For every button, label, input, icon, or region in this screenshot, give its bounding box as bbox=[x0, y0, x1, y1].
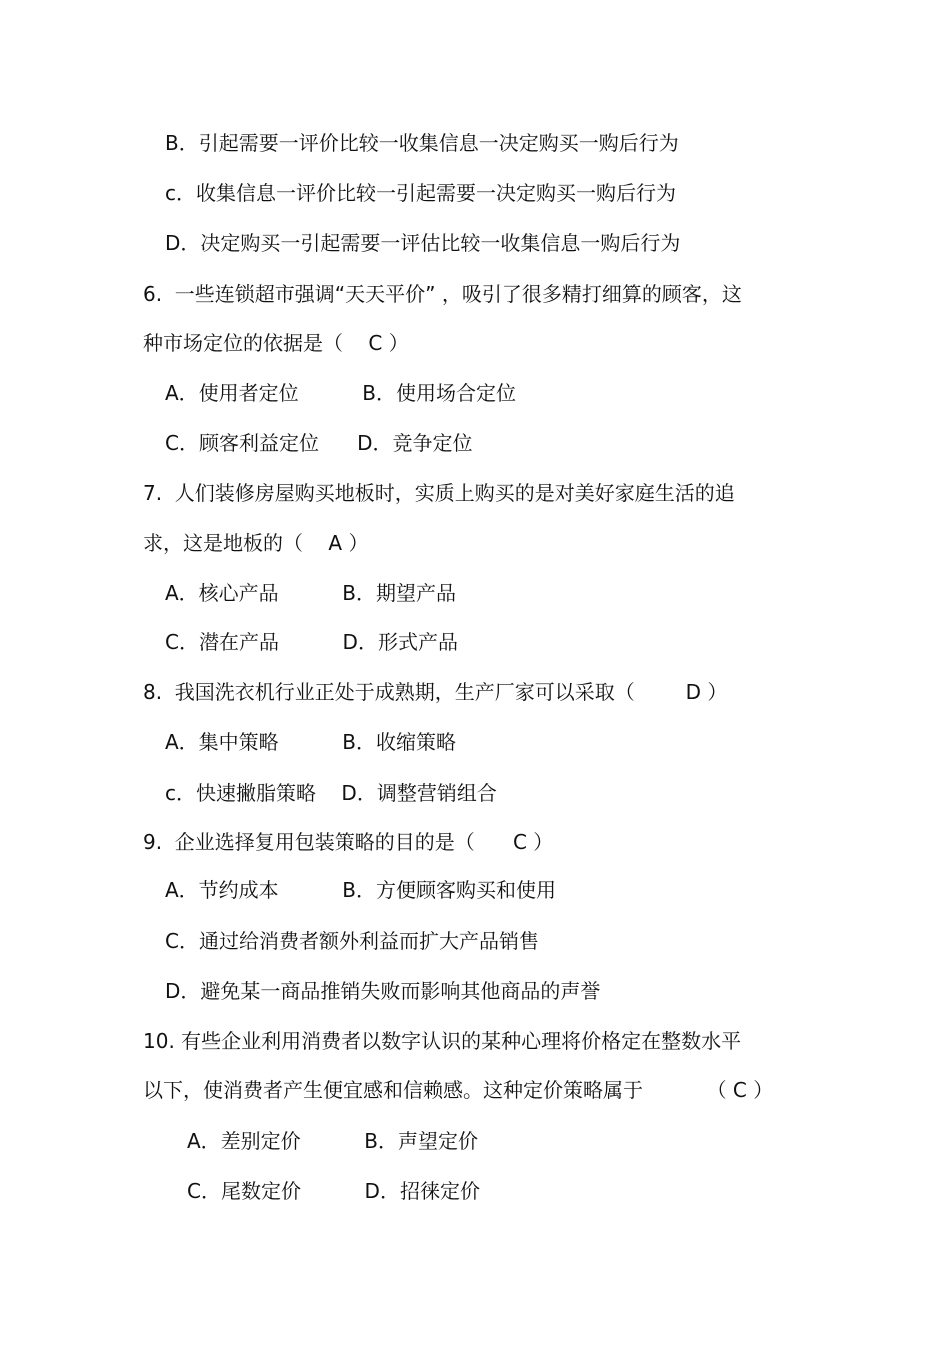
question-line: 求，这是地板的（ A ） bbox=[143, 531, 369, 555]
question-line: 7. 人们装修房屋购买地板时，实质上购买的是对美好家庭生活的追 bbox=[143, 481, 735, 505]
option-line: B．引起需要一评价比较一收集信息一决定购买一购后行为 bbox=[165, 131, 679, 155]
question-line: 6. 一些连锁超市强调“天天平价” ，吸引了很多精打细算的顾客，这 bbox=[143, 282, 742, 306]
question-line: 种市场定位的依据是（ C ） bbox=[143, 331, 409, 355]
option-line: A．核心产品 B．期望产品 bbox=[165, 581, 456, 605]
question-line: 10. 有些企业利用消费者以数字认识的某种心理将价格定在整数水平 bbox=[143, 1029, 742, 1053]
option-line: A．节约成本 B．方便顾客购买和使用 bbox=[165, 878, 556, 902]
option-line: A．使用者定位 B．使用场合定位 bbox=[165, 381, 516, 405]
question-line: 以下，使消费者产生便宜感和信赖感。这种定价策略属于 （ C ） bbox=[143, 1078, 774, 1102]
option-line: C．通过给消费者额外利益而扩大产品销售 bbox=[165, 929, 539, 953]
option-line: C．顾客利益定位 D．竞争定位 bbox=[165, 431, 473, 455]
option-line: C．尾数定价 D．招徕定价 bbox=[187, 1179, 480, 1203]
option-line: A．集中策略 B．收缩策略 bbox=[165, 730, 456, 754]
option-line: c．快速撇脂策略 D．调整营销组合 bbox=[165, 781, 497, 805]
question-line: 8. 我国洗衣机行业正处于成熟期，生产厂家可以采取（ D ） bbox=[143, 680, 728, 704]
option-line: A．差别定价 B．声望定价 bbox=[187, 1129, 478, 1153]
question-line: 9. 企业选择复用包装策略的目的是（ C ） bbox=[143, 830, 554, 854]
option-line: c．收集信息一评价比较一引起需要一决定购买一购后行为 bbox=[165, 181, 676, 205]
option-line: D．决定购买一引起需要一评估比较一收集信息一购后行为 bbox=[165, 231, 681, 255]
option-line: C．潜在产品 D．形式产品 bbox=[165, 630, 458, 654]
option-line: D．避免某一商品推销失败而影响其他商品的声誉 bbox=[165, 979, 601, 1003]
